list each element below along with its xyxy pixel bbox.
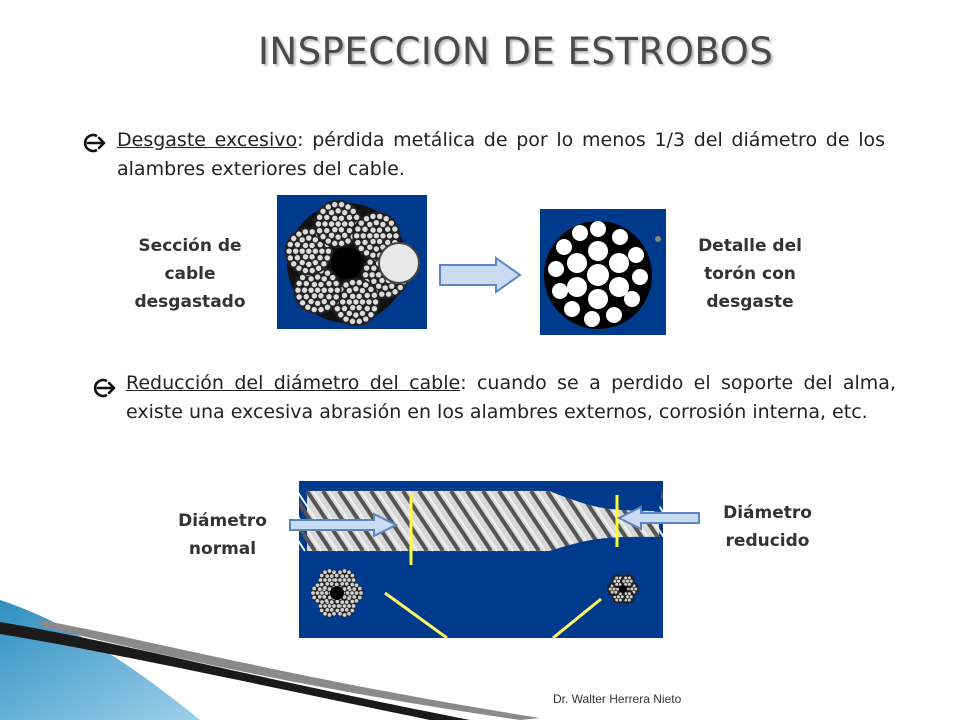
label-normal-diameter: Diámetro normal bbox=[178, 511, 267, 559]
bullet-text: : pérdida metálica de por lo menos 1/3 del diámetro de los alambres exteriores del cable. bbox=[117, 129, 886, 180]
bullet-arrow-icon bbox=[92, 376, 116, 400]
label-worn-section: Sección de cable desgastado bbox=[134, 236, 246, 312]
bullet-term: Desgaste excesivo bbox=[117, 129, 298, 151]
slide-title: INSPECCION DE ESTROBOS bbox=[258, 30, 774, 73]
label-strand-detail: Detalle del torón con desgaste bbox=[698, 236, 802, 312]
decorative-swoosh bbox=[0, 600, 560, 720]
pointer-arrow-icon bbox=[617, 505, 701, 531]
footer-author: Dr. Walter Herrera Nieto bbox=[553, 692, 682, 706]
worn-cable-section-image bbox=[277, 195, 427, 329]
pointer-arrow-icon bbox=[288, 512, 398, 538]
bullet-term: Reducción del diámetro del cable bbox=[126, 372, 461, 394]
bullet-diameter-reduction bbox=[126, 369, 896, 427]
block-arrow-icon bbox=[438, 256, 522, 294]
bullet-excessive-wear bbox=[117, 126, 885, 184]
label-reduced-diameter: Diámetro reducido bbox=[723, 503, 812, 551]
bullet-text: : cuando se a perdido el soporte del alma, existe una excesiva abrasión en los alambres externos, corrosión interna, etc. bbox=[126, 372, 896, 423]
strand-detail-image bbox=[540, 209, 666, 335]
bullet-arrow-icon bbox=[82, 131, 106, 155]
